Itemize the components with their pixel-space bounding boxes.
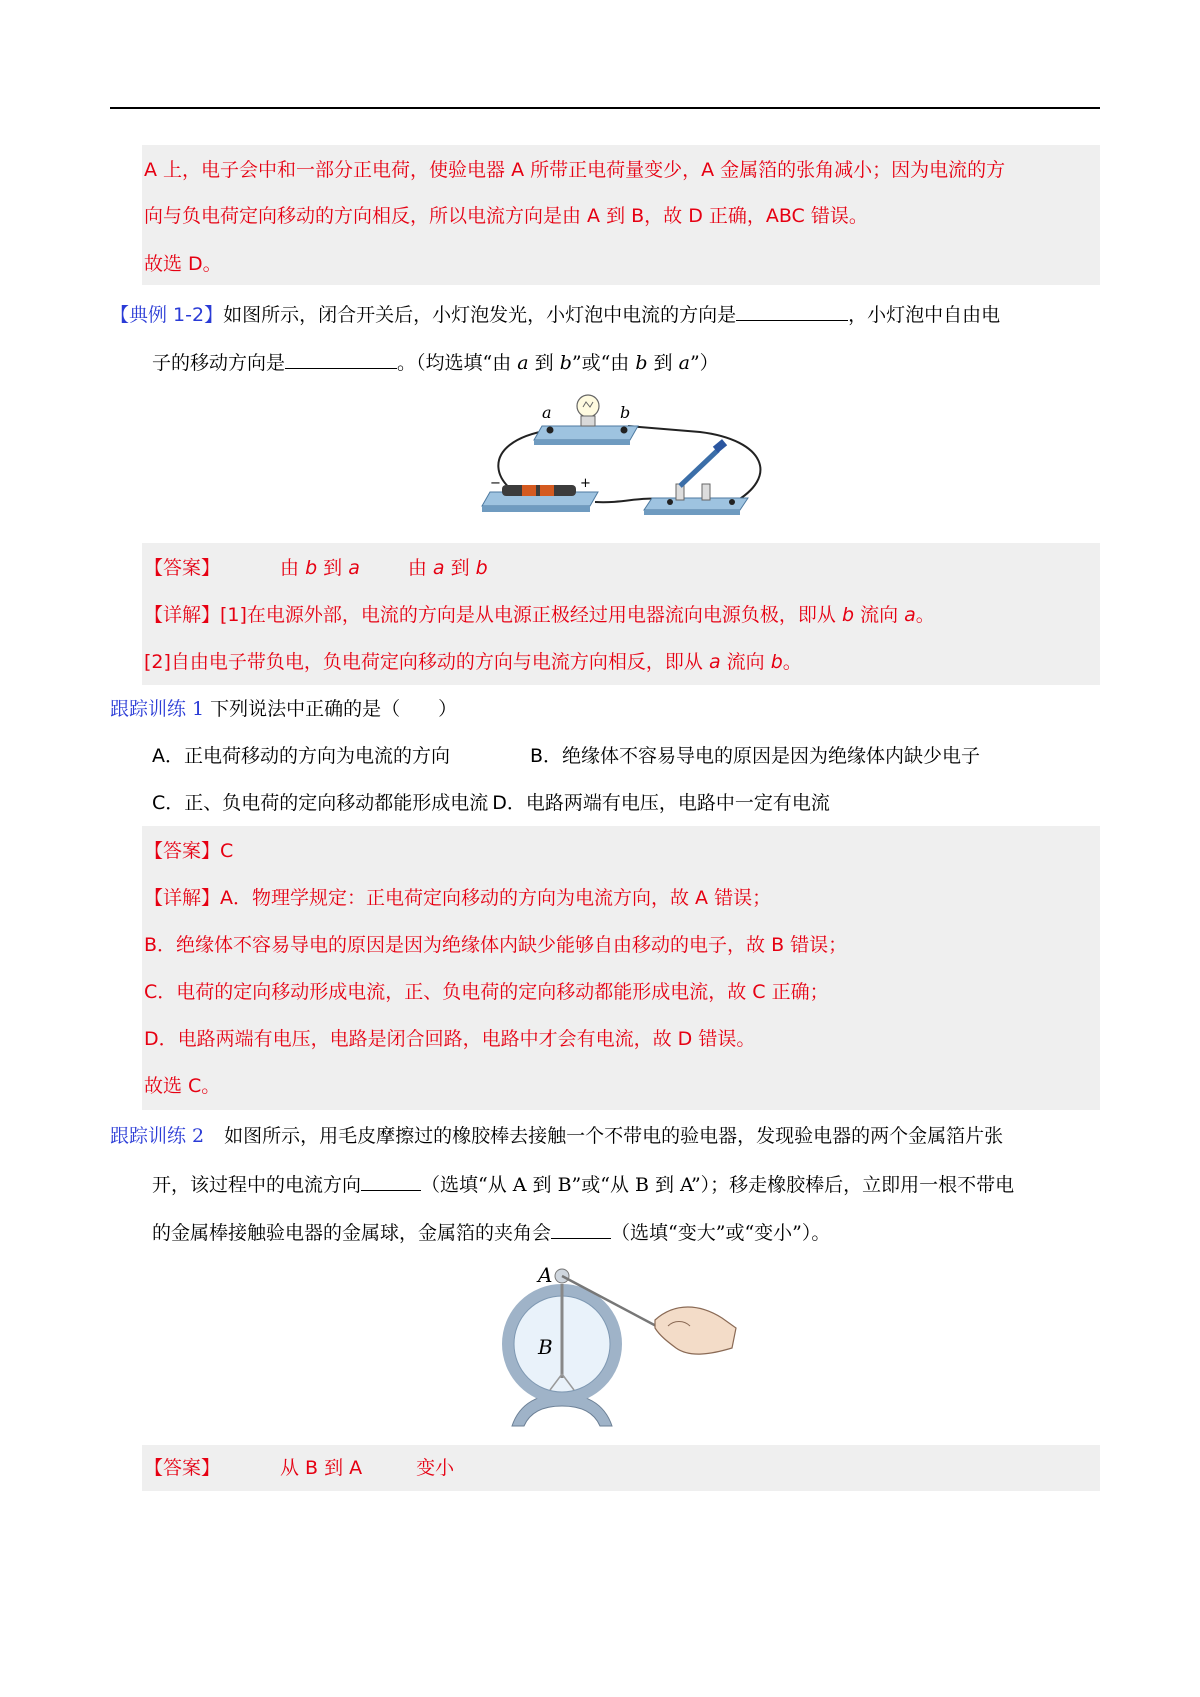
example-detail-line-1: [144, 600, 935, 630]
train1-question: 下列说法中正确的是（ ）: [210, 698, 458, 720]
answer-2-a: a: [432, 557, 445, 579]
train2-question-3b: （选填“变大”或“变小”）。: [611, 1222, 831, 1244]
train2-question-2b: （选填“从 A 到 B”或“从 B 到 A”）；移走橡胶棒后，立即用一根不带电: [421, 1174, 1015, 1196]
example-question-line-2: [152, 346, 719, 378]
answer-blank-2[interactable]: [285, 346, 397, 369]
hint-b-2: b: [635, 352, 648, 374]
detail-1-a: a: [904, 604, 916, 626]
train1-option-d: D．电路两端有电压，电路中一定有电流: [492, 792, 830, 814]
header-rule: [110, 107, 1100, 109]
bulb-terminal-a-label: a: [542, 403, 552, 422]
answer-1-a: a: [348, 557, 360, 579]
example-question-text-1-tail: ，小灯泡中自由电: [848, 304, 1001, 326]
answer-2-prefix: 由: [407, 557, 433, 579]
train1-option-b: B．绝缘体不容易导电的原因是因为绝缘体内缺少电子: [530, 745, 981, 767]
train1-answer: 【答案】C: [144, 840, 234, 862]
hint-a: a: [517, 352, 529, 374]
train1-detail-a: A．物理学规定：正电荷定向移动的方向为电流方向，故 A 错误；: [220, 887, 772, 909]
hint-or: ”或“由: [571, 352, 636, 374]
train2-answer-1: 从 B 到 A: [280, 1457, 363, 1479]
train1-option-c: C．正、负电荷的定向移动都能形成电流: [152, 792, 489, 814]
train1-detail-d: D．电路两端有电压，电路是闭合回路，电路中才会有电流，故 D 错误。: [144, 1028, 756, 1050]
train2-answer-line: [144, 1453, 454, 1483]
electroscope-ball-label: A: [538, 1263, 553, 1287]
answer-blank-1[interactable]: [736, 298, 848, 321]
answer-1-prefix: 由: [280, 557, 306, 579]
detail-1-text: [1]在电源外部，电流的方向是从电源正极经过用电器流向电源负极，即从: [220, 604, 842, 626]
train1-options-row-2: [152, 788, 830, 818]
detail-2-a: a: [708, 651, 721, 673]
detail-1-mid: 流向: [854, 604, 905, 626]
answer-1-to: 到: [317, 557, 349, 579]
hint-close: ”）: [689, 352, 719, 374]
train2-question-2a: 开，该过程中的电流方向: [152, 1174, 362, 1196]
train1-detail-tag: 【详解】: [144, 887, 221, 909]
train1-tag: 跟踪训练 1: [110, 698, 205, 720]
hint-to-2: 到: [647, 352, 679, 374]
train1-answer-block: [142, 826, 1100, 1110]
hint-to: 到: [528, 352, 560, 374]
train1-detail-b: B．绝缘体不容易导电的原因是因为绝缘体内缺少能够自由移动的电子，故 B 错误；: [144, 934, 848, 956]
train2-answer-2: 变小: [416, 1457, 455, 1479]
train2-question-line-2: [152, 1168, 1014, 1200]
top-explanation-line-1: A 上，电子会中和一部分正电荷，使验电器 A 所带正电荷量变少，A 金属箔的张角减小；因为电流的方: [144, 159, 1006, 181]
detail-2-end: 。: [782, 651, 802, 673]
detail-2-text: [2]自由电子带负电，负电荷定向移动的方向与电流方向相反，即从: [144, 651, 709, 673]
hint-a-2: a: [678, 352, 690, 374]
answer-tag: 【答案】: [144, 557, 221, 579]
top-explanation-line-2: 向与负电荷定向移动的方向相反，所以电流方向是由 A 到 B，故 D 正确，ABC 错误。: [144, 205, 868, 227]
hint-b: b: [559, 352, 572, 374]
example-detail-line-2: [144, 647, 802, 677]
train2-tag: 跟踪训练 2: [110, 1125, 205, 1147]
train1-final: 故选 C。: [144, 1075, 221, 1097]
example-question-text-2: 子的移动方向是: [152, 352, 286, 374]
example-question-text-1: 如图所示，闭合开关后，小灯泡发光，小灯泡中电流的方向是: [223, 304, 737, 326]
detail-2-mid: 流向: [720, 651, 771, 673]
answer-1-b: b: [305, 557, 318, 579]
train1-option-b-row: [530, 741, 980, 771]
train2-question-1: 如图所示，用毛皮摩擦过的橡胶棒去接触一个不带电的验电器，发现验电器的两个金属箔片张: [224, 1125, 1004, 1147]
train1-detail-a-line: [144, 883, 771, 913]
detail-tag: 【详解】: [144, 604, 221, 626]
detail-1-end: 。: [915, 604, 935, 626]
example-hint-open: 。（均选填“由: [397, 352, 518, 374]
bulb-terminal-b-label: b: [620, 403, 631, 422]
train2-answer-tag: 【答案】: [144, 1457, 221, 1479]
train2-question-line-1: [110, 1121, 1003, 1151]
battery-plus-label: +: [580, 476, 591, 491]
train2-question-line-3: [152, 1216, 830, 1248]
battery-minus-label: −: [490, 476, 501, 491]
detail-2-b: b: [770, 651, 783, 673]
answer-2-b: b: [475, 557, 488, 579]
example-answer-line: [144, 553, 488, 583]
circuit-figure: [480, 392, 780, 530]
train1-detail-c: C．电荷的定向移动形成电流，正、负电荷的定向移动都能形成电流，故 C 正确；: [144, 981, 829, 1003]
train1-option-a: A．正电荷移动的方向为电流的方向: [152, 745, 450, 767]
example-question-line-1: [110, 298, 1000, 330]
electroscope-foil-label: B: [538, 1335, 553, 1359]
top-explanation-line-3: 故选 D。: [144, 253, 222, 275]
example-tag: 【典例 1-2】: [110, 304, 224, 326]
train2-answer-blank-1[interactable]: [361, 1168, 421, 1191]
train1-question-line: [110, 694, 457, 724]
train2-answer-blank-2[interactable]: [551, 1216, 611, 1239]
detail-1-b: b: [841, 604, 855, 626]
train2-question-3a: 的金属棒接触验电器的金属球，金属箔的夹角会: [152, 1222, 552, 1244]
train1-options-row-1: [152, 741, 450, 771]
electroscope-figure: [500, 1262, 750, 1432]
answer-2-to: 到: [444, 557, 476, 579]
